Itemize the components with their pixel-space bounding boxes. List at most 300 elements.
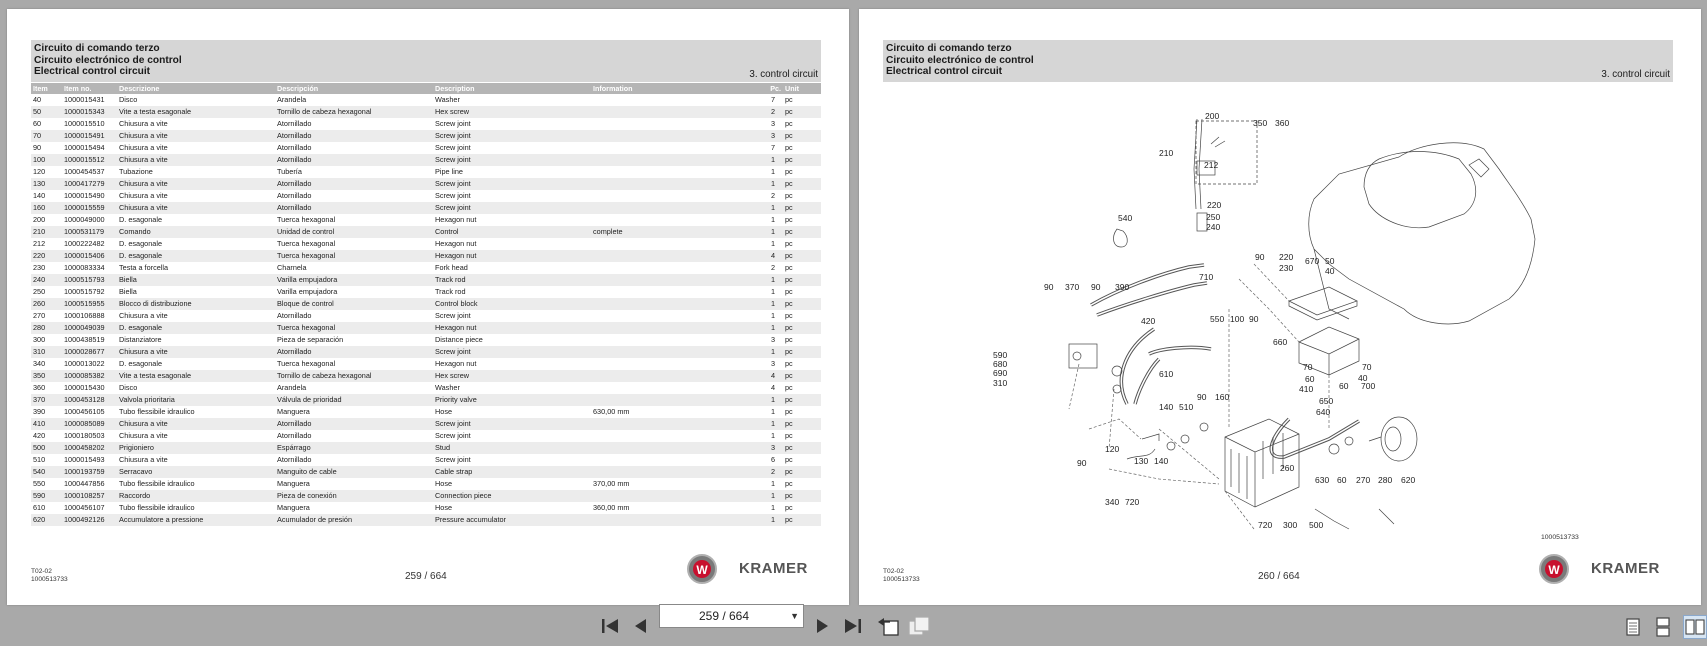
cell-unit: pc: [783, 274, 821, 286]
callout-label: 70: [1362, 362, 1372, 372]
table-row: [31, 298, 821, 310]
callout-label: 310: [993, 378, 1008, 388]
cell-item-no: 1000015406: [62, 250, 117, 262]
cell-item-no: 1000454537: [64, 167, 105, 176]
title-spanish: Circuito electrónico de control: [34, 55, 182, 66]
callout-label: 260: [1280, 463, 1295, 473]
section-label: 3. control circuit: [1601, 69, 1670, 80]
column-header-item-no: Item no.: [62, 83, 117, 94]
cell-item: 240: [31, 274, 62, 286]
cell-descrizione: Tubo flessibile idraulico: [119, 503, 195, 512]
table-row: [31, 94, 821, 106]
cell-pc: 1: [770, 503, 775, 512]
cell-pc: 2: [770, 263, 775, 272]
wacker-emblem-icon: W: [1539, 554, 1569, 584]
cell-descrizione: Disco: [119, 95, 138, 104]
callout-label: 40: [1358, 373, 1368, 383]
cell-pc: 1: [749, 418, 783, 430]
cell-information: [591, 394, 749, 406]
cell-unit: pc: [783, 298, 821, 310]
cell-information: [591, 298, 749, 310]
cell-information: [591, 430, 749, 442]
callout-label: 220: [1207, 200, 1222, 210]
cell-unit: pc: [783, 346, 821, 358]
cell-description: Control block: [433, 298, 591, 310]
cell-unit: pc: [785, 359, 793, 368]
table-row: [31, 262, 821, 274]
cell-unit: pc: [783, 514, 821, 526]
cell-descripcion: Pieza de conexión: [275, 490, 433, 502]
cell-descripcion: Arandela: [277, 383, 307, 392]
cell-item-no: 1000015559: [62, 202, 117, 214]
cell-pc: 2: [749, 466, 783, 478]
cell-descripcion: Tuerca hexagonal: [275, 250, 433, 262]
cell-unit: pc: [785, 167, 793, 176]
cell-descripcion: Atornillado: [275, 178, 433, 190]
cell-description: Track rod: [435, 287, 466, 296]
first-page-icon[interactable]: [599, 617, 621, 635]
cell-item-no: 1000417279: [62, 178, 117, 190]
cell-descripcion: Atornillado: [277, 455, 312, 464]
cell-descripcion: Atornillado: [277, 143, 312, 152]
cell-item-no: 1000015512: [62, 154, 117, 166]
cell-descrizione: Biella: [117, 274, 275, 286]
cell-description: Hexagon nut: [433, 250, 591, 262]
table-row: [31, 490, 821, 502]
cell-item-no: 1000456105: [64, 407, 105, 416]
table-row: [31, 310, 821, 322]
diagram-linework: [1069, 119, 1535, 529]
cell-information: 630,00 mm: [593, 407, 630, 416]
cell-pc: 2: [770, 191, 775, 200]
cell-unit: pc: [785, 383, 793, 392]
cell-information: [591, 106, 749, 118]
cell-information: [591, 382, 749, 394]
cell-unit: pc: [783, 490, 821, 502]
cell-item: 540: [31, 466, 62, 478]
callout-label: 90: [1249, 314, 1259, 324]
table-row: [31, 250, 821, 262]
page-number: 260 / 664: [1258, 571, 1300, 582]
cell-item-no: 1000458202: [62, 442, 117, 454]
cell-item-no: 1000015431: [64, 95, 105, 104]
cell-information: [591, 238, 749, 250]
cell-item: 350: [31, 370, 62, 382]
table-row: [31, 442, 821, 454]
cell-item: 250: [33, 287, 46, 296]
cell-pc: 1: [749, 490, 783, 502]
cell-item: 310: [31, 346, 62, 358]
table-row: [31, 274, 821, 286]
column-header-descrizione: Descrizione: [117, 83, 275, 94]
callout-label: 90: [1091, 282, 1101, 292]
cell-pc: 4: [749, 250, 783, 262]
cell-descripcion: Tuerca hexagonal: [277, 359, 336, 368]
cell-unit: pc: [783, 202, 821, 214]
cell-descripcion: Tuerca hexagonal: [277, 239, 336, 248]
cell-pc: 1: [770, 431, 775, 440]
cell-item: 590: [31, 490, 62, 502]
cell-item: 500: [31, 442, 62, 454]
cell-pc: 6: [770, 455, 775, 464]
cell-item-no: 1000013022: [64, 359, 105, 368]
cell-item-no: 1000222482: [64, 239, 105, 248]
cell-descrizione: Comando: [117, 226, 275, 238]
table-row: [31, 478, 821, 490]
cell-descrizione: D. esagonale: [119, 215, 163, 224]
cell-descrizione: Chiusura a vite: [117, 178, 275, 190]
title-band: [31, 40, 821, 82]
brand-name: KRAMER: [1591, 560, 1660, 577]
cell-descripcion: Tuerca hexagonal: [277, 215, 336, 224]
callout-label: 90: [1077, 458, 1087, 468]
cell-item-no: 1000015490: [64, 191, 105, 200]
cell-item: 410: [31, 418, 62, 430]
cell-item-no: 1000015491: [62, 130, 117, 142]
cell-pc: 7: [770, 143, 775, 152]
cell-item-no: 1000108257: [62, 490, 117, 502]
column-header-item: Item: [31, 83, 62, 94]
cell-descripcion: Válvula de prioridad: [275, 394, 433, 406]
cell-pc: 1: [770, 215, 775, 224]
cell-descripcion: Atornillado: [275, 418, 433, 430]
cell-unit: pc: [785, 119, 793, 128]
cell-item: 160: [31, 202, 62, 214]
last-page-icon[interactable]: [842, 617, 864, 635]
cell-descripcion: Atornillado: [277, 119, 312, 128]
cell-description: Screw joint: [433, 130, 591, 142]
cell-descripcion: Atornillado: [277, 431, 312, 440]
cell-pc: 3: [749, 130, 783, 142]
cell-descrizione: Raccordo: [117, 490, 275, 502]
cell-item-no: 1000438519: [64, 335, 105, 344]
cell-pc: 1: [749, 346, 783, 358]
callout-label: 90: [1197, 392, 1207, 402]
exploded-parts-diagram: [859, 9, 1701, 605]
continuous-page-icon[interactable]: [1653, 617, 1673, 637]
cell-descripcion: Bloque de control: [275, 298, 433, 310]
callout-label: 60: [1339, 381, 1349, 391]
cell-unit: pc: [783, 394, 821, 406]
cell-description: Hose: [435, 479, 453, 488]
cell-information: [591, 322, 749, 334]
cell-pc: 1: [749, 202, 783, 214]
cell-information: [591, 442, 749, 454]
callout-label: 420: [1141, 316, 1156, 326]
column-header-unit: Unit: [783, 83, 821, 94]
cell-unit: pc: [785, 407, 793, 416]
cell-descrizione: Vite a testa esagonale: [117, 106, 275, 118]
cell-item-no: 1000015343: [62, 106, 117, 118]
callout-label: 710: [1199, 272, 1214, 282]
cell-item: 100: [31, 154, 62, 166]
cell-information: [591, 418, 749, 430]
document-page-right: [859, 9, 1701, 605]
cell-unit: pc: [785, 95, 793, 104]
cell-description: Hexagon nut: [435, 359, 477, 368]
title-english: Electrical control circuit: [34, 66, 151, 77]
cell-descrizione: D. esagonale: [117, 322, 275, 334]
cell-unit: pc: [785, 263, 793, 272]
cell-description: Pressure accumulator: [433, 514, 591, 526]
prev-page-icon[interactable]: [630, 617, 652, 635]
table-row: [31, 106, 821, 118]
cell-pc: 1: [749, 274, 783, 286]
cell-descrizione: Tubazione: [119, 167, 153, 176]
table-row: [31, 238, 821, 250]
column-header-descripcion: Descripción: [275, 83, 433, 94]
cell-pc: 1: [770, 479, 775, 488]
cell-description: Hex screw: [433, 106, 591, 118]
cell-description: Screw joint: [435, 191, 471, 200]
title-english: Electrical control circuit: [886, 66, 1003, 77]
cell-descrizione: Chiusura a vite: [119, 431, 168, 440]
callout-label: 210: [1159, 148, 1174, 158]
cell-item-no: 1000456107: [64, 503, 105, 512]
cell-item-no: 1000015493: [64, 455, 105, 464]
cell-descrizione: Prigioniero: [117, 442, 275, 454]
cell-pc: 1: [749, 514, 783, 526]
cell-unit: pc: [783, 250, 821, 262]
cell-item: 130: [31, 178, 62, 190]
title-italian: Circuito di comando terzo: [886, 43, 1012, 54]
cell-descrizione: Disco: [119, 383, 138, 392]
cell-descripcion: Varilla empujadora: [275, 274, 433, 286]
cell-description: Screw joint: [433, 178, 591, 190]
callout-label: 230: [1279, 263, 1294, 273]
cell-information: [591, 358, 749, 370]
callout-label: 130: [1134, 456, 1149, 466]
cell-pc: 3: [770, 359, 775, 368]
chevron-down-icon[interactable]: ▼: [790, 611, 799, 621]
column-header-pc: Pc.: [749, 83, 783, 94]
cell-pc: 4: [749, 370, 783, 382]
cell-item-no: 1000106888: [64, 311, 105, 320]
cell-unit: pc: [783, 130, 821, 142]
callout-label: 60: [1337, 475, 1347, 485]
cell-item: 90: [33, 143, 42, 152]
callout-label: 360: [1275, 118, 1290, 128]
cell-item: 620: [31, 514, 62, 526]
cell-descripcion: Arandela: [277, 95, 307, 104]
callout-label: 690: [993, 368, 1008, 378]
cell-description: Cable strap: [433, 466, 591, 478]
cell-item: 200: [33, 215, 46, 224]
table-row: [31, 454, 821, 466]
cell-unit: pc: [785, 335, 793, 344]
cell-description: Screw joint: [435, 431, 471, 440]
callout-label: 660: [1273, 337, 1288, 347]
cell-information: [591, 334, 749, 346]
callout-label: 720: [1125, 497, 1140, 507]
next-page-icon[interactable]: [811, 617, 833, 635]
cell-item: 140: [33, 191, 46, 200]
table-row: [31, 394, 821, 406]
cell-description: Screw joint: [435, 119, 471, 128]
table-row: [31, 382, 821, 394]
forward-view-icon[interactable]: [907, 615, 931, 637]
cell-unit: pc: [783, 178, 821, 190]
cell-information: [591, 454, 749, 466]
back-view-icon[interactable]: [876, 615, 900, 637]
callout-label: 250: [1206, 212, 1221, 222]
cell-item: 340: [33, 359, 46, 368]
callout-label: 90: [1255, 252, 1265, 262]
kramer-logo: [1539, 552, 1679, 588]
cell-descrizione: Serracavo: [117, 466, 275, 478]
cell-item-no: 1000515792: [64, 287, 105, 296]
cell-description: Washer: [435, 95, 460, 104]
callout-label: 240: [1206, 222, 1221, 232]
footer-code-section: T02-02: [31, 568, 52, 575]
cell-description: Screw joint: [433, 202, 591, 214]
cell-descrizione: Vite a testa esagonale: [117, 370, 275, 382]
cell-unit: pc: [783, 154, 821, 166]
cell-item: 510: [33, 455, 46, 464]
cell-unit: pc: [783, 466, 821, 478]
callout-label: 410: [1299, 384, 1314, 394]
cell-description: Screw joint: [435, 143, 471, 152]
cell-descrizione: Chiusura a vite: [119, 119, 168, 128]
cell-pc: 1: [770, 311, 775, 320]
cell-item-no: 1000028677: [62, 346, 117, 358]
cell-item: 260: [31, 298, 62, 310]
callout-label: 390: [1115, 282, 1130, 292]
callout-label: 610: [1159, 369, 1174, 379]
cell-description: Fork head: [435, 263, 468, 272]
cell-descrizione: Blocco di distribuzione: [117, 298, 275, 310]
cell-item: 212: [33, 239, 46, 248]
cell-item-no: 1000515955: [62, 298, 117, 310]
two-page-icon[interactable]: [1683, 615, 1707, 639]
cell-item-no: 1000083334: [64, 263, 105, 272]
cell-descripcion: Tornillo de cabeza hexagonal: [275, 370, 433, 382]
cell-descrizione: Valvola prioritaria: [117, 394, 275, 406]
cell-descrizione: D. esagonale: [119, 239, 163, 248]
cell-information: [591, 118, 749, 130]
cell-item: 280: [31, 322, 62, 334]
cell-descripcion: Atornillado: [277, 311, 312, 320]
cell-pc: 1: [749, 322, 783, 334]
cell-pc: 1: [749, 226, 783, 238]
table-row: [31, 154, 821, 166]
cell-descrizione: Chiusura a vite: [119, 143, 168, 152]
table-row: [31, 322, 821, 334]
callout-label: 590: [993, 350, 1008, 360]
cell-information: [591, 514, 749, 526]
single-page-icon[interactable]: [1623, 617, 1643, 637]
document-page-left: [7, 9, 849, 605]
cell-item-no: 1000015430: [64, 383, 105, 392]
cell-pc: 1: [770, 407, 775, 416]
cell-description: Hexagon nut: [435, 215, 477, 224]
cell-descripcion: Unidad de control: [275, 226, 433, 238]
diagram-reference-number: 1000513733: [1541, 534, 1579, 541]
cell-item: 550: [33, 479, 46, 488]
cell-descripcion: Espárrago: [275, 442, 433, 454]
callout-label: 510: [1179, 402, 1194, 412]
column-header-information: Information: [591, 83, 749, 94]
page-number-field[interactable]: [659, 604, 804, 628]
cell-descripcion: Manguera: [277, 503, 310, 512]
cell-descripcion: Atornillado: [275, 202, 433, 214]
callout-label: 640: [1316, 407, 1331, 417]
cell-description: Screw joint: [435, 311, 471, 320]
cell-information: 370,00 mm: [593, 479, 630, 488]
cell-description: Hose: [435, 407, 453, 416]
cell-item-no: 1000492126: [62, 514, 117, 526]
table-row: [31, 190, 821, 202]
cell-item-no: 1000180503: [64, 431, 105, 440]
table-body: [31, 94, 821, 526]
cell-descripcion: Pieza de separación: [277, 335, 344, 344]
cell-item: 40: [33, 95, 42, 104]
cell-descripcion: Charnela: [277, 263, 307, 272]
cell-item-no: 1000085089: [62, 418, 117, 430]
cell-description: Priority valve: [433, 394, 591, 406]
callout-label: 340: [1105, 497, 1120, 507]
cell-descrizione: Chiusura a vite: [117, 418, 275, 430]
table-row: [31, 178, 821, 190]
cell-unit: pc: [785, 239, 793, 248]
callout-label: 540: [1118, 213, 1133, 223]
cell-item-no: 1000193759: [62, 466, 117, 478]
callout-label: 60: [1305, 374, 1315, 384]
cell-descrizione: Chiusura a vite: [119, 191, 168, 200]
cell-item: 70: [31, 130, 62, 142]
table-row: [31, 430, 821, 442]
cell-description: Hex screw: [433, 370, 591, 382]
cell-information: [591, 94, 749, 106]
callout-label: 500: [1309, 520, 1324, 530]
callout-label: 140: [1154, 456, 1169, 466]
page-number-value: 259 / 664: [698, 609, 750, 623]
footer-code-doc: 1000513733: [31, 576, 68, 583]
cell-pc: 1: [770, 239, 775, 248]
cell-pc: 1: [749, 298, 783, 310]
cell-descrizione: Chiusura a vite: [119, 311, 168, 320]
table-row: [31, 334, 821, 346]
cell-item-no: 1000049039: [62, 322, 117, 334]
cell-descripcion: Atornillado: [277, 191, 312, 200]
cell-descrizione: D. esagonale: [117, 250, 275, 262]
cell-item: 360: [33, 383, 46, 392]
callout-label: 680: [993, 359, 1008, 369]
table-row: [31, 346, 821, 358]
table-row: [31, 214, 821, 226]
cell-unit: pc: [783, 370, 821, 382]
table-row: [31, 370, 821, 382]
cell-descripcion: Atornillado: [275, 154, 433, 166]
cell-item: 300: [33, 335, 46, 344]
callout-label: 220: [1279, 252, 1294, 262]
cell-item: 210: [31, 226, 62, 238]
table-row: [31, 418, 821, 430]
cell-description: Hexagon nut: [435, 239, 477, 248]
footer-code-section: T02-02: [883, 568, 904, 575]
cell-descrizione: Chiusura a vite: [117, 130, 275, 142]
kramer-logo: [687, 552, 827, 588]
cell-pc: 2: [749, 106, 783, 118]
cell-description: Hose: [435, 503, 453, 512]
cell-pc: 1: [749, 178, 783, 190]
cell-unit: pc: [785, 431, 793, 440]
cell-item-no: 1000049000: [64, 215, 105, 224]
callout-label: 160: [1215, 392, 1230, 402]
cell-pc: 3: [749, 442, 783, 454]
cell-description: Hexagon nut: [433, 322, 591, 334]
table-row: [31, 142, 821, 154]
